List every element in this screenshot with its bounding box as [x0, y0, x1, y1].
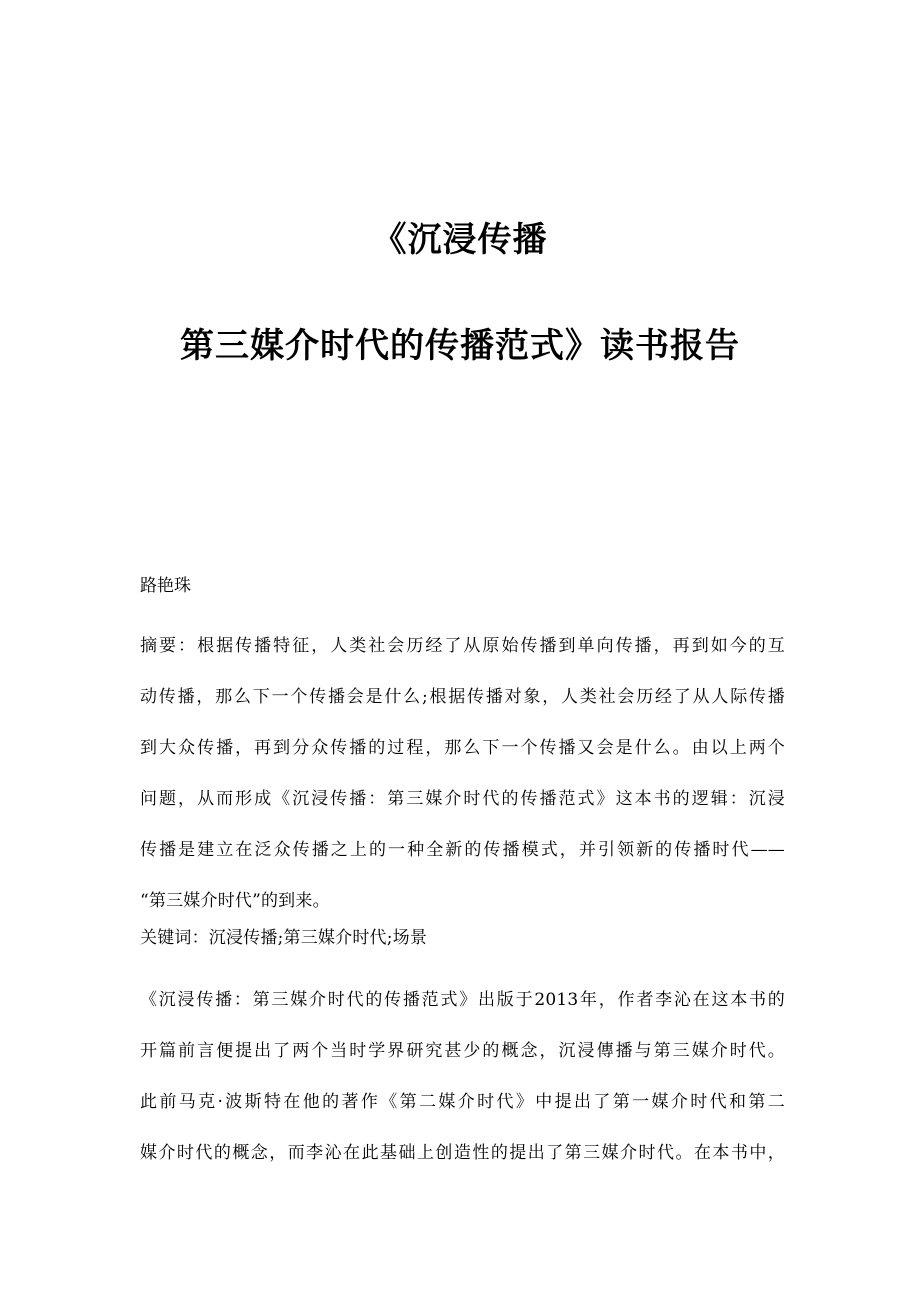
abstract-line: “第三媒介时代”的到来。 — [140, 891, 330, 911]
body-paragraph — [140, 975, 785, 1179]
document-title-line-1: 《沉浸传播 — [372, 220, 548, 260]
body-line: 此前马克·波斯特在他的著作《第二媒介时代》中提出了第一媒介时代和第二 — [140, 1092, 785, 1112]
keywords-paragraph — [140, 913, 785, 964]
body-line: 开篇前言便提出了两个当时学界研究甚少的概念，沉浸傳播与第三媒介时代。 — [140, 1041, 785, 1061]
author-name: 路艳珠 — [140, 576, 191, 596]
document-title-line-2: 第三媒介时代的传播范式》读书报告 — [180, 326, 740, 366]
abstract-line: 传播是建立在泛众传播之上的一种全新的传播模式，并引领新的传播时代—— — [140, 840, 785, 860]
body-line: 媒介时代的概念，而李沁在此基础上创造性的提出了第三媒介时代。在本书中， — [140, 1143, 785, 1163]
abstract-paragraph — [140, 621, 785, 927]
abstract-line: 问题，从而形成《沉浸传播：第三媒介时代的传播范式》这本书的逻辑：沉浸 — [140, 789, 785, 809]
keywords-line: 关键词：沉浸传播;第三媒介时代;场景 — [140, 928, 428, 948]
abstract-line: 摘要：根据传播特征，人类社会历经了从原始传播到单向传播，再到如今的互 — [140, 636, 785, 656]
abstract-line: 动传播，那么下一个传播会是什么;根据传播对象，人类社会历经了从人际传播 — [140, 687, 785, 707]
body-line: 《沉浸传播：第三媒介时代的传播范式》出版于2013年，作者李沁在这本书的 — [140, 990, 785, 1010]
abstract-line: 到大众传播，再到分众传播的过程，那么下一个传播又会是什么。由以上两个 — [140, 738, 785, 758]
